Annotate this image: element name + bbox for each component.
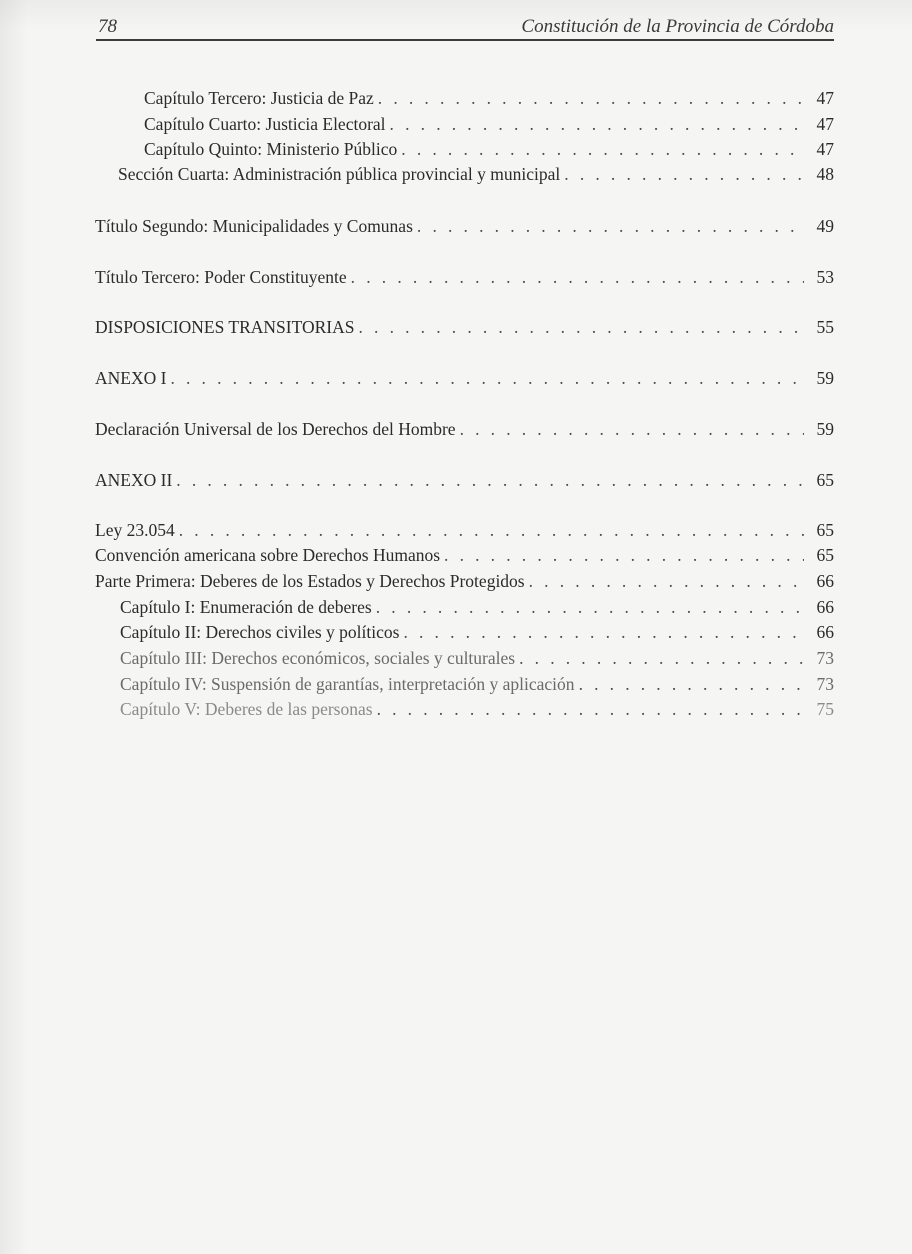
header-rule xyxy=(96,39,834,41)
toc-entry-page: 47 xyxy=(816,139,834,159)
toc-entry-label: Capítulo III: Derechos económicos, sociales y culturales xyxy=(120,648,516,668)
toc-entry xyxy=(120,620,834,644)
toc-entry-label: ANEXO I xyxy=(95,368,167,388)
toc-entry-page: 59 xyxy=(816,368,834,388)
toc-leader-dots xyxy=(403,620,804,644)
toc-leader-dots xyxy=(529,569,804,593)
toc-entry-page: 49 xyxy=(816,216,834,236)
toc-leader-dots xyxy=(579,672,804,696)
toc-entry-label: Parte Primera: Deberes de los Estados y Derechos Protegidos xyxy=(95,571,525,591)
toc-entry xyxy=(120,672,834,696)
toc-entry-label: Capítulo I: Enumeración de deberes xyxy=(120,597,372,617)
toc-entry-label: Sección Cuarta: Administración pública provincial y municipal xyxy=(118,164,561,184)
toc-entry-label: Título Tercero: Poder Constituyente xyxy=(95,267,347,287)
toc-entry-page: 65 xyxy=(816,520,834,540)
toc-entry-page: 65 xyxy=(816,545,834,565)
toc-entry-label: ANEXO II xyxy=(95,470,173,490)
toc-entry-label: Título Segundo: Municipalidades y Comunas xyxy=(95,216,413,236)
toc-entry-label: Convención americana sobre Derechos Humanos xyxy=(95,545,441,565)
toc-entry-page: 66 xyxy=(816,571,834,591)
page-number: 78 xyxy=(98,16,117,37)
toc-entry-page: 73 xyxy=(816,674,834,694)
toc-entry-page: 47 xyxy=(816,114,834,134)
toc-entry xyxy=(95,214,834,238)
toc-entry-label: Capítulo V: Deberes de las personas xyxy=(120,699,373,719)
page-header xyxy=(98,12,834,40)
toc-leader-dots xyxy=(377,697,804,721)
toc-entry xyxy=(120,646,834,670)
toc-entry-label: Capítulo II: Derechos civiles y políticos xyxy=(120,622,400,642)
toc-entry-page: 47 xyxy=(816,88,834,108)
toc-entry-page: 55 xyxy=(816,317,834,337)
toc-entry-page: 53 xyxy=(816,267,834,287)
toc-leader-dots xyxy=(176,468,804,492)
toc-leader-dots xyxy=(417,214,804,238)
toc-leader-dots xyxy=(170,366,804,390)
toc-entry-page: 66 xyxy=(816,622,834,642)
toc-entry xyxy=(120,595,834,619)
toc-entry-page: 48 xyxy=(816,164,834,184)
toc-entry xyxy=(144,112,834,136)
toc-entry xyxy=(95,366,834,390)
toc-entry xyxy=(118,162,834,186)
toc-entry-page: 65 xyxy=(816,470,834,490)
toc-leader-dots xyxy=(444,543,804,567)
running-title: Constitución de la Provincia de Córdoba xyxy=(521,16,834,37)
toc-leader-dots xyxy=(401,137,804,161)
toc-entry-label: Capítulo Quinto: Ministerio Público xyxy=(144,139,398,159)
toc-entry-page: 59 xyxy=(816,419,834,439)
toc-entry-page: 75 xyxy=(816,699,834,719)
toc-entry xyxy=(144,86,834,110)
toc-leader-dots xyxy=(564,162,804,186)
toc-leader-dots xyxy=(179,518,804,542)
toc-entry-label: Capítulo Cuarto: Justicia Electoral xyxy=(144,114,386,134)
toc-leader-dots xyxy=(460,417,804,441)
toc-entry xyxy=(95,518,834,542)
toc-entry-label: Capítulo Tercero: Justicia de Paz xyxy=(144,88,374,108)
toc-entry xyxy=(95,265,834,289)
toc-entry-label: DISPOSICIONES TRANSITORIAS xyxy=(95,317,355,337)
toc-entry xyxy=(144,137,834,161)
toc-entry xyxy=(95,315,834,339)
toc-leader-dots xyxy=(351,265,804,289)
toc-leader-dots xyxy=(519,646,804,670)
toc-entry-label: Ley 23.054 xyxy=(95,520,175,540)
toc-entry-page: 73 xyxy=(816,648,834,668)
toc-leader-dots xyxy=(378,86,804,110)
toc-entry-label: Declaración Universal de los Derechos del Hombre xyxy=(95,419,456,439)
toc-entry-label: Capítulo IV: Suspensión de garantías, interpretación y aplicación xyxy=(120,674,575,694)
toc-leader-dots xyxy=(390,112,804,136)
toc-entry xyxy=(95,468,834,492)
toc-entry xyxy=(95,569,834,593)
toc-leader-dots xyxy=(358,315,804,339)
toc-entry xyxy=(120,697,834,721)
toc-leader-dots xyxy=(376,595,804,619)
toc-entry-page: 66 xyxy=(816,597,834,617)
toc-entry xyxy=(95,543,834,567)
toc-entry xyxy=(95,417,834,441)
